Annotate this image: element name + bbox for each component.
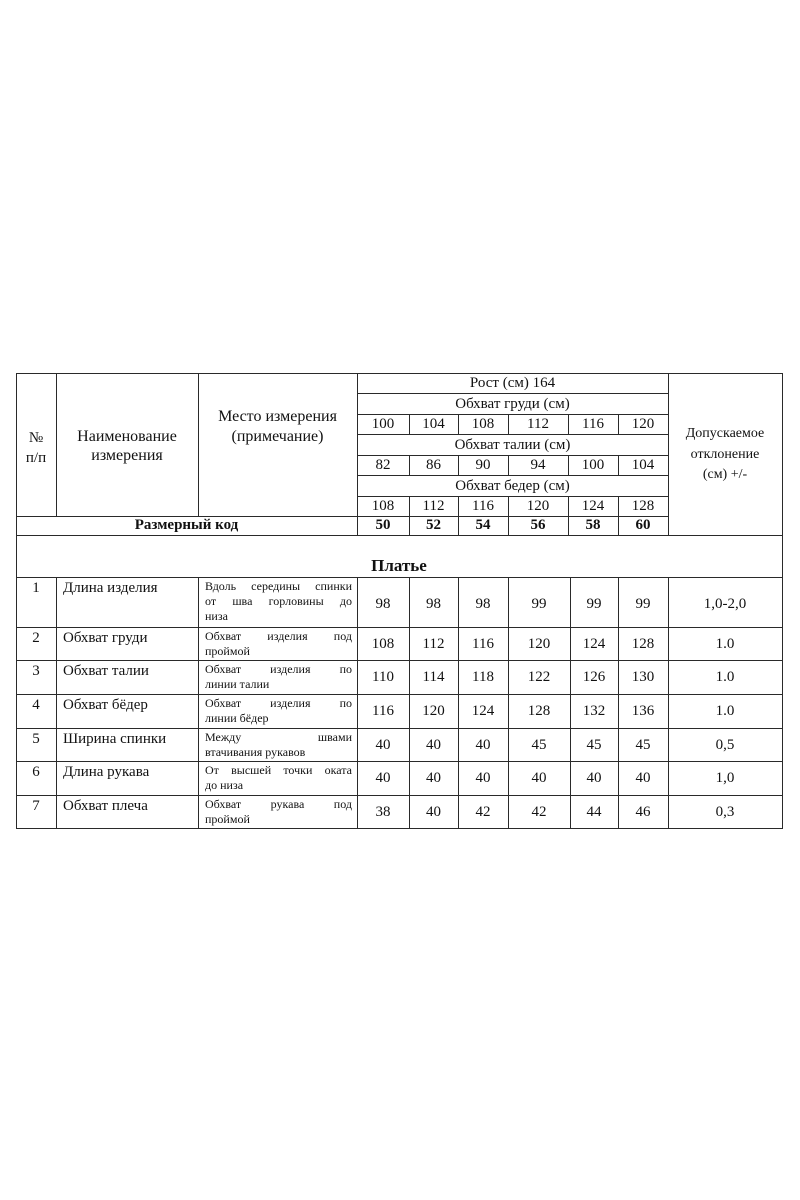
- row-value: 98: [475, 596, 491, 612]
- waist-size-value: 82: [375, 457, 391, 473]
- grid-line: [782, 373, 783, 829]
- row-place-note: проймой: [205, 812, 250, 826]
- hip-size-value: 116: [472, 498, 494, 514]
- row-value: 40: [531, 770, 547, 786]
- row-value: 40: [426, 737, 441, 753]
- column-header-num: п/п: [25, 450, 47, 466]
- hip-size-value: 124: [581, 498, 605, 514]
- row-place-note: низа: [205, 609, 228, 623]
- row-value: 99: [635, 596, 651, 612]
- row-value: 112: [422, 636, 445, 652]
- hips-header: Обхват бедер (см): [455, 478, 570, 494]
- grid-line: [618, 577, 619, 829]
- row-value: 114: [422, 669, 445, 685]
- row-value: 42: [531, 804, 547, 820]
- height-header: Рост (см) 164: [469, 375, 556, 391]
- row-value: 130: [631, 669, 655, 685]
- row-value: 132: [582, 703, 606, 719]
- row-value: 40: [375, 770, 391, 786]
- row-value: 99: [531, 596, 547, 612]
- grid-line: [357, 475, 669, 476]
- row-tolerance: 1,0: [715, 770, 735, 786]
- row-value: 122: [527, 669, 551, 685]
- row-place-note: Вдоль середины спинки: [205, 579, 352, 593]
- waist-size-value: 94: [530, 457, 546, 473]
- row-place-note: от шва горловины до: [205, 594, 352, 608]
- row-place-note: до низа: [205, 778, 244, 792]
- chest-size-value: 120: [631, 416, 655, 432]
- row-value: 136: [631, 703, 655, 719]
- chest-size-value: 108: [471, 416, 495, 432]
- column-header-name: Наименование: [77, 428, 177, 445]
- row-place-note: Обхват изделия по: [205, 696, 352, 710]
- row-tolerance: 1.0: [715, 669, 735, 685]
- row-value: 98: [426, 596, 441, 612]
- grid-line: [198, 577, 199, 829]
- grid-line: [357, 434, 669, 435]
- grid-line: [357, 577, 358, 829]
- row-number: 2: [32, 630, 40, 646]
- grid-line: [198, 373, 199, 517]
- waist-size-value: 100: [581, 457, 605, 473]
- column-header-place: (примечание): [231, 428, 324, 445]
- column-header-place: Место измерения: [218, 408, 337, 425]
- grid-line: [668, 577, 669, 829]
- row-value: 128: [631, 636, 655, 652]
- row-tolerance: 0,5: [715, 737, 735, 753]
- waist-header: Обхват талии (см): [454, 437, 571, 453]
- hip-size-value: 128: [631, 498, 655, 514]
- row-tolerance: 1.0: [715, 703, 735, 719]
- row-value: 40: [426, 804, 441, 820]
- row-value: 118: [472, 669, 494, 685]
- row-name: Обхват груди: [63, 630, 148, 646]
- grid-line: [508, 577, 509, 829]
- row-value: 40: [375, 737, 391, 753]
- row-place-note: Обхват изделия по: [205, 662, 352, 676]
- section-title: Платье: [371, 556, 427, 575]
- row-name: Обхват бёдер: [63, 697, 148, 713]
- waist-size-value: 90: [475, 457, 491, 473]
- grid-line: [570, 577, 571, 829]
- size-code-value: 50: [375, 517, 391, 533]
- row-tolerance: 0,3: [715, 804, 735, 820]
- column-header-num: №: [28, 430, 44, 446]
- row-value: 124: [582, 636, 606, 652]
- grid-line: [458, 577, 459, 829]
- row-value: 108: [371, 636, 395, 652]
- row-number: 3: [32, 663, 40, 679]
- row-number: 1: [32, 580, 40, 596]
- grid-line: [357, 414, 669, 415]
- row-value: 98: [375, 596, 391, 612]
- column-header-tolerance: отклонение: [690, 447, 760, 462]
- size-code-label: Размерный код: [134, 517, 239, 533]
- hip-size-value: 120: [526, 498, 550, 514]
- waist-size-value: 104: [631, 457, 655, 473]
- row-value: 42: [475, 804, 491, 820]
- row-value: 116: [472, 636, 494, 652]
- size-code-value: 60: [635, 517, 651, 533]
- size-code-value: 56: [530, 517, 546, 533]
- grid-line: [56, 373, 57, 517]
- row-value: 45: [586, 737, 602, 753]
- column-header-tolerance: (см) +/-: [702, 467, 748, 482]
- row-value: 110: [372, 669, 394, 685]
- hip-size-value: 108: [371, 498, 395, 514]
- row-place-note: Обхват изделия под: [205, 629, 352, 643]
- row-place-note: линии бёдер: [205, 711, 269, 725]
- chest-size-value: 112: [527, 416, 549, 432]
- grid-line: [357, 393, 669, 394]
- row-name: Длина изделия: [63, 580, 158, 596]
- row-name: Ширина спинки: [63, 731, 167, 747]
- row-tolerance: 1.0: [715, 636, 735, 652]
- column-header-tolerance: Допускаемое: [685, 426, 765, 441]
- chest-size-value: 116: [582, 416, 604, 432]
- row-number: 7: [32, 798, 40, 814]
- row-name: Обхват талии: [63, 663, 149, 679]
- row-place-note: линии талии: [205, 677, 270, 691]
- chest-size-value: 104: [422, 416, 445, 432]
- row-value: 40: [586, 770, 602, 786]
- chest-size-value: 100: [371, 416, 395, 432]
- row-number: 5: [32, 731, 40, 747]
- row-value: 126: [582, 669, 606, 685]
- hip-size-value: 112: [422, 498, 445, 514]
- column-header-name: измерения: [91, 447, 163, 464]
- grid-line: [16, 516, 669, 517]
- row-place-note: От высшей точки оката: [205, 763, 352, 777]
- grid-line: [409, 577, 410, 829]
- row-value: 45: [635, 737, 651, 753]
- row-value: 124: [471, 703, 495, 719]
- chest-header: Обхват груди (см): [455, 396, 570, 412]
- row-place-note: Между швами: [205, 730, 352, 744]
- row-tolerance: 1,0-2,0: [703, 596, 747, 612]
- row-value: 38: [375, 804, 391, 820]
- size-code-value: 54: [475, 517, 491, 533]
- row-value: 45: [531, 737, 547, 753]
- grid-line: [56, 577, 57, 829]
- row-place-note: втачивания рукавов: [205, 745, 306, 759]
- row-number: 6: [32, 764, 40, 780]
- grid-line: [357, 496, 669, 497]
- row-number: 4: [32, 697, 40, 713]
- row-value: 116: [372, 703, 394, 719]
- row-value: 40: [426, 770, 441, 786]
- row-name: Длина рукава: [63, 764, 150, 780]
- size-code-value: 58: [585, 517, 601, 533]
- row-value: 120: [422, 703, 445, 719]
- row-value: 120: [527, 636, 551, 652]
- row-value: 46: [635, 804, 651, 820]
- row-value: 44: [586, 804, 602, 820]
- waist-size-value: 86: [426, 457, 441, 473]
- row-value: 40: [475, 770, 491, 786]
- row-value: 40: [475, 737, 491, 753]
- size-code-value: 52: [426, 517, 441, 533]
- grid-line: [357, 455, 669, 456]
- row-place-note: проймой: [205, 644, 250, 658]
- row-value: 40: [635, 770, 651, 786]
- row-name: Обхват плеча: [63, 798, 148, 814]
- row-place-note: Обхват рукава под: [205, 797, 352, 811]
- row-value: 99: [586, 596, 602, 612]
- row-value: 128: [527, 703, 551, 719]
